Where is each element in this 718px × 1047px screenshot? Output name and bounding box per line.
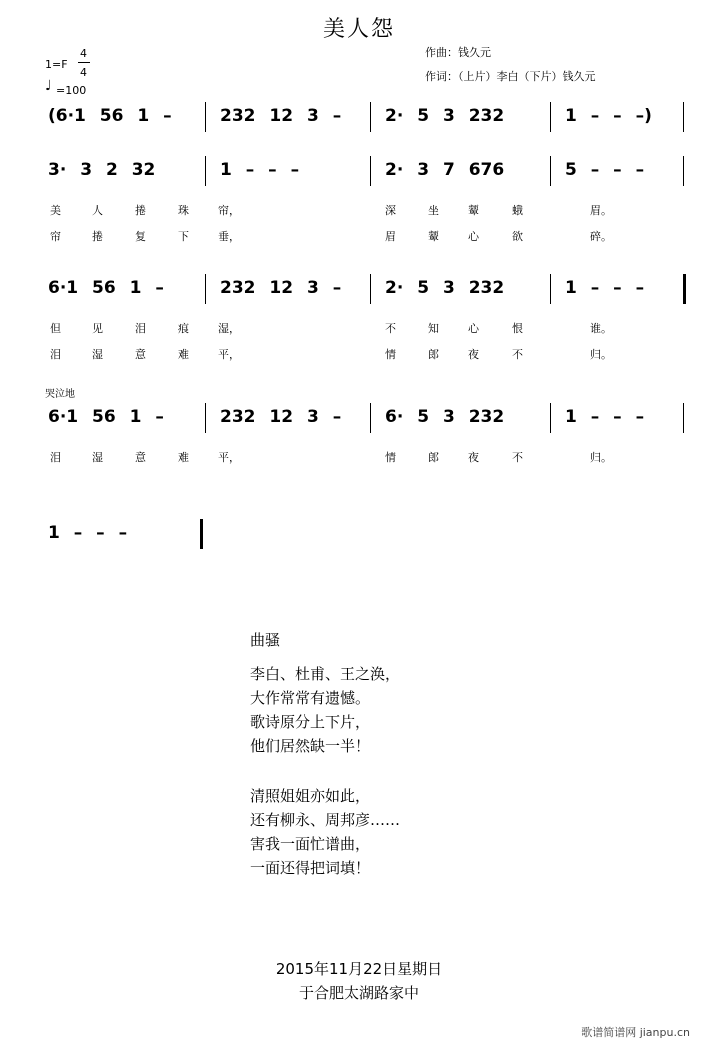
- place-line: 于合肥太湖路家中: [298, 984, 419, 1002]
- barline: [205, 102, 206, 132]
- lyric-syllable: 泪: [50, 451, 61, 464]
- lyric-syllable: 湿: [92, 451, 103, 464]
- barline: [370, 102, 371, 132]
- barline: [550, 403, 551, 433]
- lyric-syllable: 但: [50, 322, 61, 335]
- lyric-syllable: 谁。: [590, 322, 612, 335]
- measure: 6·1 56 1 –: [48, 278, 164, 298]
- poem-title: 曲骚: [250, 631, 281, 649]
- lyric-syllable: 意: [135, 348, 146, 361]
- poem-line: 清照姐姐亦如此，: [250, 787, 371, 805]
- measure: 1 – – –: [220, 160, 300, 180]
- time-signature-top: 4: [80, 47, 87, 60]
- poem-line: 他们居然缺一半！: [250, 737, 371, 755]
- lyric-syllable: 颦: [428, 230, 439, 243]
- lyric-syllable: 夜: [468, 348, 479, 361]
- lyric-syllable: 帘: [50, 230, 61, 243]
- measure: 1 – – –: [565, 407, 645, 427]
- lyric-syllable: 碎。: [590, 230, 612, 243]
- measure: 5 – – –: [565, 160, 645, 180]
- watermark: 歌谱简谱网 jianpu.cn: [581, 1026, 690, 1039]
- lyric-syllable: 眉: [385, 230, 396, 243]
- lyric-syllable: 坐: [428, 204, 439, 217]
- poem-line: 李白、杜甫、王之涣，: [250, 665, 401, 683]
- lyric-syllable: 深: [385, 204, 396, 217]
- lyricist-credit: 作词：（上片）李白（下片）钱久元: [425, 70, 596, 83]
- lyric-syllable: 珠: [178, 204, 189, 217]
- measure: 232 12 3 –: [220, 407, 342, 427]
- lyric-syllable: 复: [135, 230, 146, 243]
- barline: [205, 403, 206, 433]
- lyric-syllable: 平，: [218, 451, 240, 464]
- lyric-syllable: 美: [50, 204, 61, 217]
- poem-line: 歌诗原分上下片，: [250, 713, 371, 731]
- lyric-syllable: 泪: [50, 348, 61, 361]
- lyric-syllable: 郎: [428, 348, 439, 361]
- lyric-syllable: 难: [178, 348, 189, 361]
- lyric-syllable: 下: [178, 230, 189, 243]
- key-signature: 1=F: [45, 58, 68, 71]
- lyric-syllable: 垂，: [218, 230, 240, 243]
- barline: [550, 102, 551, 132]
- measure: 232 12 3 –: [220, 278, 342, 298]
- barline: [683, 156, 684, 186]
- lyric-syllable: 人: [92, 204, 103, 217]
- lyric-syllable: 情: [385, 451, 396, 464]
- page-title: 美人怨: [322, 17, 395, 42]
- poem-stanza-2: [250, 784, 400, 880]
- barline: [370, 403, 371, 433]
- measure: 6· 5 3 232: [385, 407, 505, 427]
- barline: [370, 274, 371, 304]
- composer-credit: 作曲：钱久元: [425, 46, 491, 59]
- lyric-syllable: 平，: [218, 348, 240, 361]
- lyric-syllable: 心: [468, 230, 479, 243]
- lyric-syllable: 情: [385, 348, 396, 361]
- lyric-syllable: 蛾: [512, 204, 523, 217]
- lyric-syllable: 归。: [590, 451, 612, 464]
- lyric-syllable: 泪: [135, 322, 146, 335]
- barline: [683, 102, 684, 132]
- measure: 3· 3 2 32: [48, 160, 156, 180]
- poem-line: 害我一面忙谱曲，: [250, 835, 371, 853]
- poem-stanza-1: [250, 662, 400, 758]
- lyric-syllable: 捲: [135, 204, 146, 217]
- lyric-syllable: 郎: [428, 451, 439, 464]
- lyric-syllable: 捲: [92, 230, 103, 243]
- lyric-syllable: 心: [468, 322, 479, 335]
- lyric-syllable: 湿: [92, 348, 103, 361]
- lyric-syllable: 难: [178, 451, 189, 464]
- measure: 1 – – –: [565, 278, 645, 298]
- lyric-syllable: 意: [135, 451, 146, 464]
- barline: [550, 156, 551, 186]
- barline: [200, 519, 203, 549]
- lyric-syllable: 见: [92, 322, 103, 335]
- poem-line: 还有柳永、周邦彦……: [250, 811, 401, 829]
- measure: 1 – – –): [565, 106, 652, 126]
- measure: (6·1 56 1 –: [48, 106, 172, 126]
- poem-line: 大作常常有遗憾。: [250, 689, 371, 707]
- lyric-syllable: 归。: [590, 348, 612, 361]
- barline: [370, 156, 371, 186]
- measure: 232 12 3 –: [220, 106, 342, 126]
- lyric-syllable: 恨: [512, 322, 523, 335]
- lyric-syllable: 不: [512, 451, 523, 464]
- date-line: 2015年11月22日星期日: [275, 960, 443, 978]
- lyric-syllable: 眉。: [590, 204, 612, 217]
- barline: [550, 274, 551, 304]
- tempo-marking: =100: [56, 84, 87, 97]
- measure: 1 – – –: [48, 523, 128, 543]
- lyric-syllable: 知: [428, 322, 439, 335]
- time-signature-line: [78, 62, 90, 63]
- lyric-syllable: 颦: [468, 204, 479, 217]
- barline: [683, 274, 686, 304]
- quarter-note-icon: ♩: [45, 78, 52, 94]
- lyric-syllable: 不: [512, 348, 523, 361]
- measure: 6·1 56 1 –: [48, 407, 164, 427]
- lyric-syllable: 痕: [178, 322, 189, 335]
- time-signature-bottom: 4: [80, 66, 87, 79]
- expression-marking: 哭泣地: [45, 389, 75, 400]
- measure: 2· 3 7 676: [385, 160, 505, 180]
- barline: [205, 274, 206, 304]
- measure: 2· 5 3 232: [385, 278, 505, 298]
- lyric-syllable: 帘，: [218, 204, 240, 217]
- measure: 2· 5 3 232: [385, 106, 505, 126]
- lyric-syllable: 不: [385, 322, 396, 335]
- barline: [683, 403, 684, 433]
- poem-line: 一面还得把词填！: [250, 859, 371, 877]
- barline: [205, 156, 206, 186]
- lyric-syllable: 欲: [512, 230, 523, 243]
- lyric-syllable: 湿，: [218, 322, 240, 335]
- lyric-syllable: 夜: [468, 451, 479, 464]
